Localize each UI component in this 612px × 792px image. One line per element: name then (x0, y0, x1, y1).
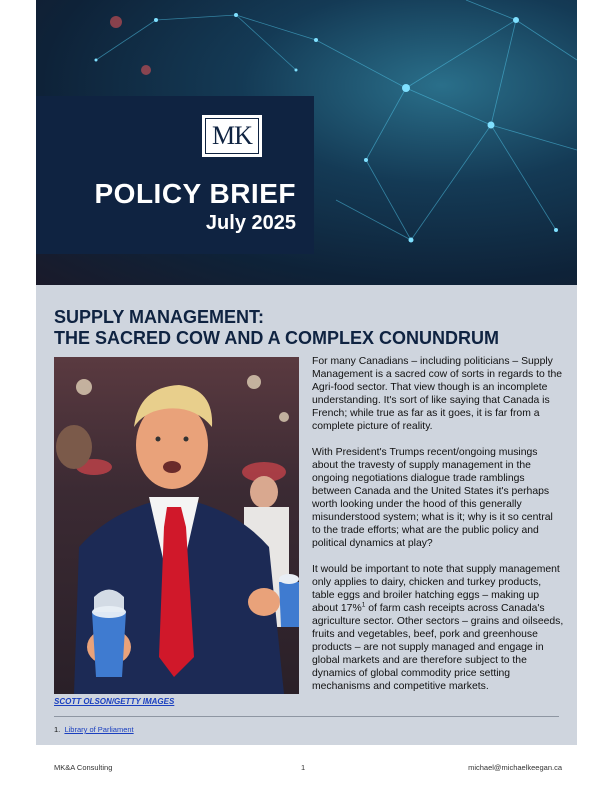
policy-brief-title: POLICY BRIEF (94, 178, 296, 209)
hero-banner (36, 0, 577, 285)
logo-text: MK (212, 121, 252, 150)
paragraph-1: For many Canadians – including politicians – Supply Management is a sacred cow of sorts in regards to the Agri-food sector. That view though is an incomplete understanding. It's sort of like saying that Canada is French; while true as far as it goes, it is far from a complete picture of reality. (312, 356, 563, 432)
footnote-divider (54, 716, 559, 717)
footnote-link[interactable]: Library of Parliament (64, 725, 134, 734)
footer-page-number: 1 (301, 763, 306, 772)
footnote-number: 1. (54, 725, 61, 734)
content-panel (36, 285, 577, 745)
photo-illustration (54, 357, 299, 694)
article-photo (54, 357, 299, 694)
title-box (36, 96, 314, 254)
footnote (54, 725, 134, 734)
article-body (312, 355, 564, 706)
footer-email[interactable]: michael@michaelkeegan.ca (468, 763, 562, 772)
paragraph-3-part-2: of farm cash receipts across Canada's agriculture sector. Other sectors – grains and oilseeds, fruits and vegetables, beef, pork and greenhouse products – are not supply managed and engage in global markets and are therefore subject to the dynamics of global commodity price setting mechanisms and competitive markets. (312, 603, 564, 692)
article-headline (54, 307, 564, 349)
headline-line-2: THE SACRED COW AND A COMPLEX CONUNDRUM (54, 328, 499, 348)
footnote-reference[interactable]: 1 (361, 601, 366, 609)
paragraph-3-part-1: It would be important to note that supply management only applies to dairy, chicken and turkey products, table eggs and broiler hatching eggs – making up about 17% (312, 564, 560, 614)
footer-company: MK&A Consulting (54, 763, 113, 772)
paragraph-3 (312, 563, 564, 693)
mk-logo (202, 115, 262, 157)
policy-brief-date: July 2025 (205, 212, 296, 234)
photo-credit[interactable]: SCOTT OLSON/GETTY IMAGES (54, 697, 175, 706)
headline-line-1: SUPPLY MANAGEMENT: (54, 307, 265, 327)
paragraph-2: With President's Trumps recent/ongoing musings about the travesty of supply management in the ongoing negotiations dialogue trade ramblings between Canada and the United States it's perhaps worth looking under the hood of this generally misunderstood system; what is it; why is it so central to the trade efforts; what are the public policy and political dynamics at play? (312, 447, 553, 549)
